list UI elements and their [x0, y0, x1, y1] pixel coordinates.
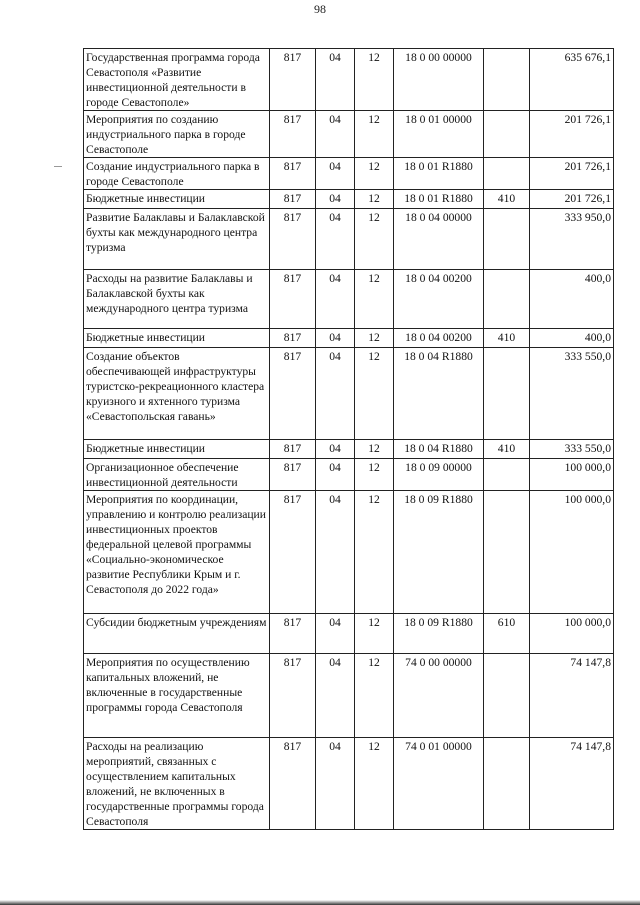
row-section-code: 04	[316, 654, 355, 738]
row-section-code: 04	[316, 190, 355, 209]
row-section-code: 04	[316, 270, 355, 329]
row-target-code: 18 0 04 00200	[394, 270, 484, 329]
row-subsection-code: 12	[355, 491, 394, 614]
row-ministry-code: 817	[270, 654, 316, 738]
row-name: Бюджетные инвестиции	[84, 190, 270, 209]
row-target-code: 18 0 01 00000	[394, 111, 484, 158]
row-section-code: 04	[316, 348, 355, 440]
budget-table	[83, 48, 614, 830]
row-amount: 74 147,8	[530, 738, 614, 830]
row-target-code: 18 0 01 R1880	[394, 158, 484, 190]
row-target-code: 18 0 04 R1880	[394, 348, 484, 440]
row-name: Мероприятия по координации, управлению и контролю реализации инвестиционных проектов федеральной целевой программы «Социально-экономическое развитие Республики Крым и г. Севастополя до 2022 года»	[84, 491, 270, 614]
row-expense-code	[484, 209, 530, 270]
row-amount: 333 950,0	[530, 209, 614, 270]
row-name: Государственная программа города Севастополя «Развитие инвестиционной деятельности в городе Севастополе»	[84, 49, 270, 111]
row-amount: 635 676,1	[530, 49, 614, 111]
row-target-code: 18 0 09 R1880	[394, 614, 484, 654]
row-amount: 201 726,1	[530, 111, 614, 158]
table-row	[84, 111, 614, 158]
row-amount: 400,0	[530, 329, 614, 348]
row-expense-code	[484, 348, 530, 440]
table-row	[84, 459, 614, 491]
row-ministry-code: 817	[270, 348, 316, 440]
row-subsection-code: 12	[355, 158, 394, 190]
row-expense-code	[484, 738, 530, 830]
row-subsection-code: 12	[355, 440, 394, 459]
row-amount: 333 550,0	[530, 440, 614, 459]
row-expense-code: 610	[484, 614, 530, 654]
row-ministry-code: 817	[270, 329, 316, 348]
row-expense-code	[484, 459, 530, 491]
row-section-code: 04	[316, 459, 355, 491]
row-target-code: 18 0 09 R1880	[394, 491, 484, 614]
row-amount: 74 147,8	[530, 654, 614, 738]
row-ministry-code: 817	[270, 440, 316, 459]
row-name: Субсидии бюджетным учреждениям	[84, 614, 270, 654]
table-row	[84, 654, 614, 738]
row-subsection-code: 12	[355, 348, 394, 440]
row-section-code: 04	[316, 440, 355, 459]
row-name: Создание объектов обеспечивающей инфраструктуры туристско-рекреационного кластера круизного и яхтенного туризма «Севастопольская гавань»	[84, 348, 270, 440]
row-ministry-code: 817	[270, 459, 316, 491]
row-section-code: 04	[316, 491, 355, 614]
table-row	[84, 329, 614, 348]
table-body	[84, 49, 614, 830]
row-ministry-code: 817	[270, 209, 316, 270]
table-row	[84, 738, 614, 830]
row-expense-code	[484, 158, 530, 190]
row-subsection-code: 12	[355, 329, 394, 348]
row-target-code: 18 0 01 R1880	[394, 190, 484, 209]
row-subsection-code: 12	[355, 738, 394, 830]
row-target-code: 18 0 04 R1880	[394, 440, 484, 459]
row-target-code: 74 0 00 00000	[394, 654, 484, 738]
row-ministry-code: 817	[270, 49, 316, 111]
row-section-code: 04	[316, 158, 355, 190]
table-row	[84, 491, 614, 614]
table-row	[84, 209, 614, 270]
row-subsection-code: 12	[355, 111, 394, 158]
row-name: Расходы на реализацию мероприятий, связанных с осуществлением капитальных вложений, не включенных в государственные программы города Севастополя	[84, 738, 270, 830]
table-row	[84, 440, 614, 459]
row-name: Мероприятия по созданию индустриального парка в городе Севастополе	[84, 111, 270, 158]
row-ministry-code: 817	[270, 111, 316, 158]
row-target-code: 18 0 09 00000	[394, 459, 484, 491]
row-ministry-code: 817	[270, 270, 316, 329]
row-subsection-code: 12	[355, 270, 394, 329]
row-subsection-code: 12	[355, 49, 394, 111]
table-row	[84, 348, 614, 440]
row-target-code: 18 0 00 00000	[394, 49, 484, 111]
row-ministry-code: 817	[270, 738, 316, 830]
scan-edge	[0, 900, 640, 905]
row-amount: 100 000,0	[530, 459, 614, 491]
row-amount: 201 726,1	[530, 158, 614, 190]
row-section-code: 04	[316, 329, 355, 348]
row-expense-code	[484, 270, 530, 329]
row-section-code: 04	[316, 738, 355, 830]
row-target-code: 18 0 04 00000	[394, 209, 484, 270]
page-number: 98	[314, 2, 326, 16]
table-row	[84, 190, 614, 209]
row-amount: 333 550,0	[530, 348, 614, 440]
row-ministry-code: 817	[270, 158, 316, 190]
table-row	[84, 270, 614, 329]
row-expense-code	[484, 111, 530, 158]
row-subsection-code: 12	[355, 209, 394, 270]
row-section-code: 04	[316, 209, 355, 270]
row-section-code: 04	[316, 614, 355, 654]
row-expense-code	[484, 654, 530, 738]
row-subsection-code: 12	[355, 459, 394, 491]
row-name: Создание индустриального парка в городе Севастополе	[84, 158, 270, 190]
row-amount: 201 726,1	[530, 190, 614, 209]
row-ministry-code: 817	[270, 491, 316, 614]
row-section-code: 04	[316, 49, 355, 111]
row-amount: 100 000,0	[530, 614, 614, 654]
row-amount: 400,0	[530, 270, 614, 329]
row-subsection-code: 12	[355, 654, 394, 738]
row-subsection-code: 12	[355, 190, 394, 209]
row-ministry-code: 817	[270, 190, 316, 209]
row-expense-code: 410	[484, 440, 530, 459]
row-expense-code	[484, 49, 530, 111]
row-name: Мероприятия по осуществлению капитальных вложений, не включенные в государственные программы города Севастополя	[84, 654, 270, 738]
row-name: Организационное обеспечение инвестиционной деятельности	[84, 459, 270, 491]
row-expense-code: 410	[484, 329, 530, 348]
row-name: Бюджетные инвестиции	[84, 440, 270, 459]
row-target-code: 74 0 01 00000	[394, 738, 484, 830]
row-subsection-code: 12	[355, 614, 394, 654]
row-expense-code: 410	[484, 190, 530, 209]
row-name: Расходы на развитие Балаклавы и Балаклавской бухты как международного центра туризма	[84, 270, 270, 329]
table-row	[84, 49, 614, 111]
row-ministry-code: 817	[270, 614, 316, 654]
row-name: Бюджетные инвестиции	[84, 329, 270, 348]
table-row	[84, 614, 614, 654]
row-target-code: 18 0 04 00200	[394, 329, 484, 348]
margin-mark	[54, 166, 62, 167]
row-expense-code	[484, 491, 530, 614]
row-name: Развитие Балаклавы и Балаклавской бухты как международного центра туризма	[84, 209, 270, 270]
row-amount: 100 000,0	[530, 491, 614, 614]
table-row	[84, 158, 614, 190]
row-section-code: 04	[316, 111, 355, 158]
